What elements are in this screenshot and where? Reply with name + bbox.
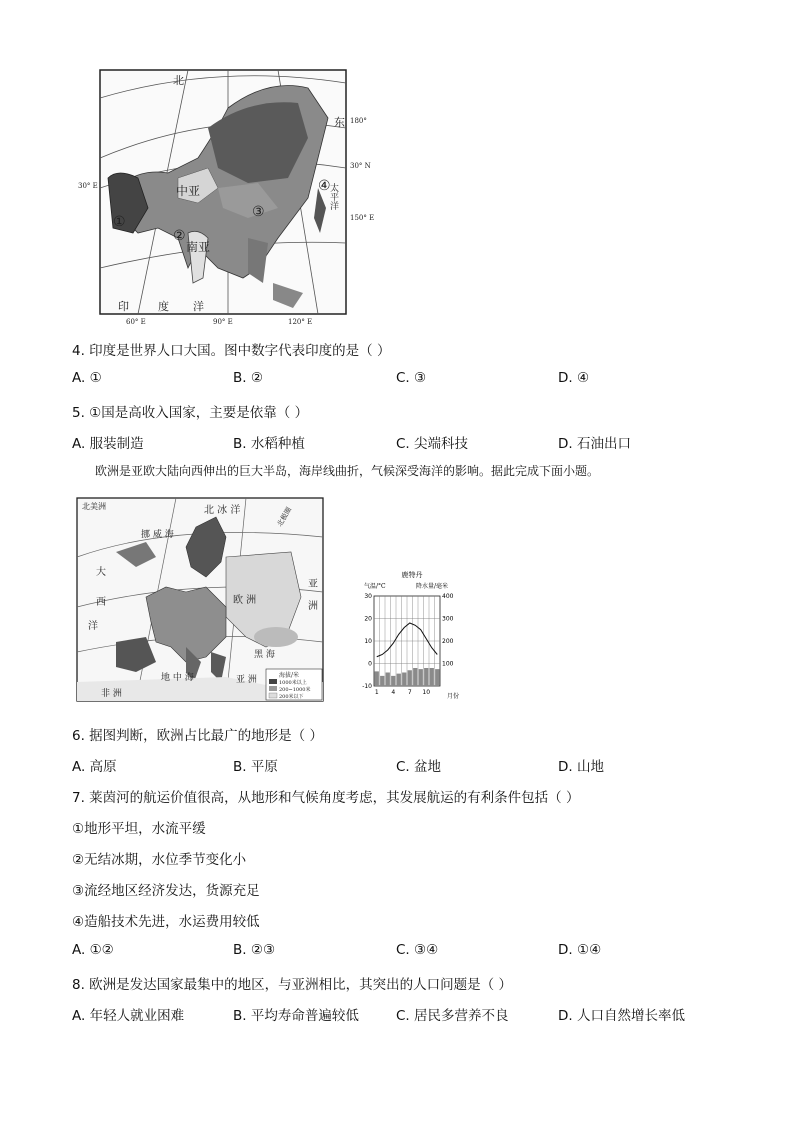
q6-option-a[interactable]: A. 高原 bbox=[72, 759, 117, 775]
intro-text: 欧洲是亚欧大陆向西伸出的巨大半岛，海岸线曲折，气候深受海洋的影响。据此完成下面小题。 bbox=[95, 464, 600, 478]
label-lon150: 150° E bbox=[350, 214, 375, 222]
q4-option-a[interactable]: A. ① bbox=[72, 370, 102, 386]
elevation-legend bbox=[266, 669, 322, 700]
precip-bar bbox=[430, 668, 434, 686]
asia-map bbox=[78, 68, 375, 326]
europe-map bbox=[76, 497, 324, 702]
precip-bar bbox=[419, 669, 423, 686]
q6-option-c[interactable]: C. 盆地 bbox=[396, 759, 442, 775]
right-tick-label: 300 bbox=[442, 615, 454, 623]
right-tick-label: 200 bbox=[442, 638, 454, 645]
precip-bar bbox=[424, 668, 428, 686]
label-taipingyang: 太平洋 bbox=[328, 183, 338, 210]
month-tick-label: 4 bbox=[391, 689, 396, 696]
right-tick-label: 100 bbox=[442, 660, 454, 668]
q5-option-d[interactable]: D. 石油出口 bbox=[558, 436, 631, 452]
q6-option-b[interactable]: B. 平原 bbox=[233, 759, 278, 775]
month-tick-label: 7 bbox=[407, 689, 412, 696]
label-lat30: 30° N bbox=[350, 162, 371, 170]
q8-option-b[interactable]: B. 平均寿命普遍较低 bbox=[233, 1008, 359, 1024]
label-nuoweihai: 挪 威 海 bbox=[141, 530, 174, 540]
label-beimeizhou: 北美洲 bbox=[82, 502, 106, 511]
label-ya: 亚 bbox=[308, 579, 318, 590]
question-7: 7. 莱茵河的航运价值很高，从地形和气候角度考虑，其发展航运的有利条件包括（ ） bbox=[72, 790, 580, 806]
q7-option-a[interactable]: A. ①② bbox=[72, 942, 114, 958]
right-tick-label: 400 bbox=[442, 593, 454, 600]
legend-item-1: 1000米以上 bbox=[279, 680, 307, 686]
precip-bar bbox=[375, 671, 379, 686]
q8-option-c[interactable]: C. 居民多营养不良 bbox=[396, 1008, 509, 1024]
label-lon120: 120° E bbox=[288, 318, 313, 326]
label-yindu: 印 bbox=[118, 300, 129, 313]
label-bei: 北 bbox=[173, 74, 184, 87]
left-tick-label: 10 bbox=[364, 638, 372, 645]
label-num2: ② bbox=[173, 228, 186, 244]
label-du: 度 bbox=[158, 300, 169, 313]
precip-bar bbox=[408, 670, 412, 686]
label-beibingyang: 北 冰 洋 bbox=[204, 505, 241, 516]
label-ouzhou: 欧 洲 bbox=[233, 595, 257, 606]
climate-chart-title: 鹿特丹 bbox=[401, 571, 423, 579]
precip-bar bbox=[413, 668, 417, 686]
label-zhongya: 中亚 bbox=[176, 184, 201, 198]
q8-option-d[interactable]: D. 人口自然增长率低 bbox=[558, 1008, 685, 1024]
precip-bar bbox=[391, 676, 395, 686]
q6-option-d[interactable]: D. 山地 bbox=[558, 759, 604, 775]
climate-month-label: 月份 bbox=[447, 693, 460, 700]
month-tick-label: 10 bbox=[422, 689, 431, 696]
label-lon60: 60° E bbox=[126, 318, 146, 326]
label-dizhonghai: 地 中 海 bbox=[161, 673, 194, 683]
q4-option-d[interactable]: D. ④ bbox=[558, 370, 590, 386]
q7-option-c[interactable]: C. ③④ bbox=[396, 942, 439, 958]
label-feizhou: 非 洲 bbox=[101, 689, 122, 699]
q4-option-c[interactable]: C. ③ bbox=[396, 370, 427, 386]
q8-option-a[interactable]: A. 年轻人就业困难 bbox=[72, 1008, 185, 1024]
climate-left-axis-label: 气温/°C bbox=[364, 583, 386, 590]
label-zhou: 洲 bbox=[308, 601, 318, 612]
legend-item-3: 200米以下 bbox=[279, 694, 304, 700]
q7-option-d[interactable]: D. ①④ bbox=[558, 942, 602, 958]
label-yang: 洋 bbox=[88, 621, 98, 632]
q7-statement-1: ①地形平坦，水流平缓 bbox=[72, 821, 206, 837]
label-lat30w: 30° E bbox=[78, 182, 98, 190]
label-beijixian: 北极圈 bbox=[275, 505, 294, 528]
label-heihai: 黑 海 bbox=[254, 650, 275, 660]
left-tick-label: 20 bbox=[364, 615, 372, 623]
climate-right-axis-label: 降水量/毫米 bbox=[416, 583, 449, 590]
left-tick-label: -10 bbox=[362, 683, 372, 690]
left-tick-label: 30 bbox=[364, 593, 372, 600]
question-5: 5. ①国是高收入国家，主要是依靠（ ） bbox=[72, 405, 309, 421]
label-yang: 洋 bbox=[193, 300, 204, 313]
q4-option-b[interactable]: B. ② bbox=[233, 370, 263, 386]
label-lon180: 180° bbox=[350, 117, 367, 125]
label-num4: ④ bbox=[318, 178, 331, 194]
q5-option-c[interactable]: C. 尖端科技 bbox=[396, 436, 469, 452]
q7-statement-3: ③流经地区经济发达，货源充足 bbox=[72, 883, 260, 899]
q5-option-b[interactable]: B. 水稻种植 bbox=[233, 436, 305, 452]
label-yazhou: 亚 洲 bbox=[236, 675, 257, 685]
precip-bar bbox=[386, 673, 390, 687]
legend-title: 海拔/米 bbox=[279, 672, 300, 679]
q7-option-b[interactable]: B. ②③ bbox=[233, 942, 276, 958]
climate-chart bbox=[352, 570, 470, 702]
label-nanya: 南亚 bbox=[186, 240, 211, 254]
left-tick-label: 0 bbox=[368, 660, 372, 668]
q5-option-a[interactable]: A. 服装制造 bbox=[72, 436, 144, 452]
precip-bar bbox=[402, 673, 406, 687]
q7-statement-4: ④造船技术先进，水运费用较低 bbox=[72, 914, 260, 930]
precip-bar bbox=[380, 676, 384, 686]
label-num1: ① bbox=[113, 214, 126, 230]
question-8: 8. 欧洲是发达国家最集中的地区，与亚洲相比，其突出的人口问题是（ ） bbox=[72, 977, 512, 993]
question-4: 4. 印度是世界人口大国。图中数字代表印度的是（ ） bbox=[72, 343, 391, 359]
precip-bar bbox=[397, 674, 401, 686]
label-num3: ③ bbox=[252, 204, 265, 220]
label-dong: 东 bbox=[334, 116, 345, 129]
legend-item-2: 200~1000米 bbox=[279, 687, 311, 693]
q7-statement-2: ②无结冰期，水位季节变化小 bbox=[72, 852, 247, 868]
question-6: 6. 据图判断，欧洲占比最广的地形是（ ） bbox=[72, 728, 323, 744]
label-xi: 西 bbox=[96, 597, 106, 608]
label-lon90: 90° E bbox=[213, 318, 233, 326]
label-da: 大 bbox=[96, 567, 106, 578]
precip-bar bbox=[435, 669, 439, 686]
month-tick-label: 1 bbox=[374, 689, 379, 696]
